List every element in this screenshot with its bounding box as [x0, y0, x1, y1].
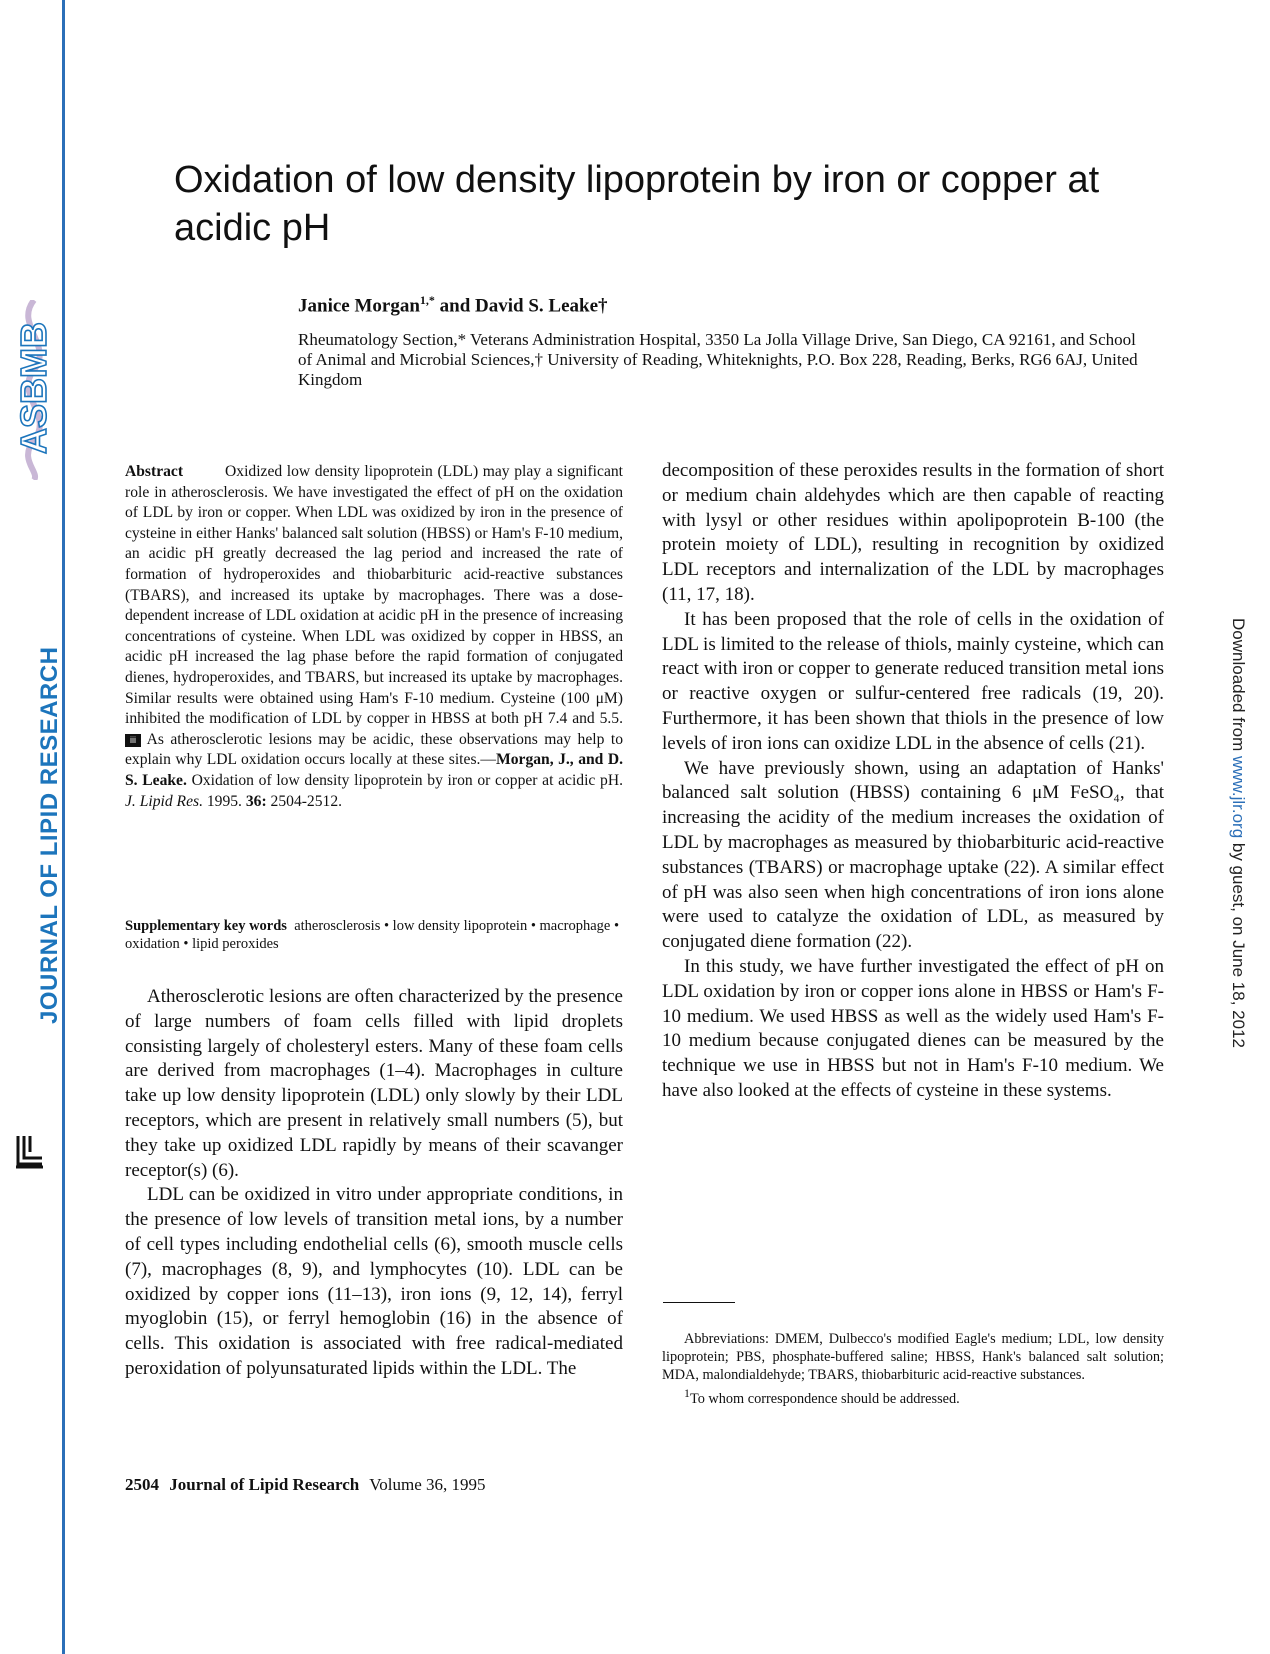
body-paragraph: In this study, we have further investigated the effect of pH on LDL oxidation by iron or copper ions alone in HBSS or Ham's F-10 medium. We used HBSS as well as the widely used Ham's F-10 medium because conjugated dienes can be measured by the technique we use in HBSS but not in Ham's F-10 medium. We have also looked at the effects of cysteine in these systems. — [662, 955, 1164, 1101]
footnotes — [662, 1330, 1164, 1408]
body-left-column — [125, 985, 623, 1382]
citation-journal: J. Lipid Res. — [125, 792, 203, 810]
citation-title: Oxidation of low density lipoprotein by iron or copper at acidic pH. — [186, 771, 623, 789]
body-paragraph: It has been proposed that the role of cells in the oxidation of LDL is limited to the release of thiols, mainly cysteine, which can react with iron or copper to generate reduced transition metal ions or reactive oxygen or sulfur-centered free radicals (19, 20). Furthermore, it has been shown that thiols in the presence of low levels of iron ions can oxidize LDL in the absence of cells (21). — [662, 608, 1164, 754]
asbmb-brand-text: ASBMB — [13, 322, 54, 454]
body-paragraph: Atherosclerotic lesions are often characterized by the presence of large numbers of foam cells filled with lipid droplets consisting largely of cholesteryl esters. Many of these foam cells are derived from macrophages (1–4). Macrophages in culture take up low density lipoprotein (LDL) only slowly by their LDL receptors, which are present in relatively small numbers (5), but they take up oxidized LDL rapidly by means of their scavanger receptor(s) (6). — [125, 986, 623, 1181]
footer-volume: Volume 36, 1995 — [369, 1475, 486, 1494]
page-footer — [125, 1475, 486, 1495]
footnote-divider — [663, 1302, 735, 1303]
abstract-text-a: Oxidized low density lipoprotein (LDL) may play a significant role in atherosclerosis. We have investigated the effect of pH on the oxidation of LDL by iron or copper. When LDL was oxidized by iron in the presence of cysteine in either Hanks' balanced salt solution (HBSS) or Ham's F-10 medium, an acidic pH greatly decreased the lag period and increased the rate of formation of hydroperoxides and thiobarbituric acid-reactive substances (TBARS), and increased its uptake by macrophages. There was a dose-dependent increase of LDL oxidation at acidic pH in the presence of increasing concentrations of cysteine. When LDL was oxidized by copper in HBSS, an acidic pH increased the lag phase before the rapid formation of conjugated dienes, hydroperoxides, and TBARS, but increased its uptake by macrophages. Similar results were obtained using Ham's F-10 medium. Cysteine (100 μM) inhibited the modification of LDL by copper in HBSS at both pH 7.4 and 5.5. — [125, 463, 623, 728]
download-suffix: by guest, on June 18, 2012 — [1229, 838, 1248, 1048]
article-title: Oxidation of low density lipoprotein by iron or copper at acidic pH — [174, 159, 1100, 249]
abstract-label: Abstract — [125, 463, 184, 480]
page-number: 2504 — [125, 1475, 159, 1494]
footnote-correspondence — [662, 1384, 1164, 1408]
abstract — [125, 462, 623, 812]
author-join: and — [434, 295, 476, 317]
jlr-website-link[interactable]: www.jlr.org — [1229, 755, 1248, 839]
citation-pages: 2504-2512. — [266, 792, 343, 810]
author-line — [298, 293, 608, 317]
jlr-logo-icon — [12, 1132, 46, 1170]
author-1: Janice Morgan — [298, 295, 420, 317]
supplementary-material-icon: iii — [125, 734, 141, 747]
keywords-text: atherosclerosis • low density lipoprotein • macrophage • oxidation • lipid peroxides — [125, 918, 620, 952]
footnote-mark: 1 — [684, 1386, 690, 1400]
footer-journal: Journal of Lipid Research — [169, 1475, 360, 1494]
body-paragraph: LDL can be oxidized in vitro under appropriate conditions, in the presence of low levels of transition metal ions, by a number of cell types including endothelial cells (6), smooth muscle cells (7), macrophages (8, 9), and lymphocytes (10). LDL can be oxidized by copper ions (11–13), iron ions (9, 12, 14), ferryl myoglobin (15), or ferryl hemoglobin (16) in the absence of cells. This oxidation is associated with free radical-mediated peroxidation of polyunsaturated lipids within the LDL. The — [125, 1184, 623, 1379]
author-2: David S. Leake† — [475, 295, 608, 317]
abstract-text-b: As atherosclerotic lesions may be acidic, these observations may help to explain why LDL oxidation occurs locally at these sites.— — [125, 730, 623, 769]
affiliations: Rheumatology Section,* Veterans Administration Hospital, 3350 La Jolla Village Drive, San Diego, CA 92161, and School of Animal and Microbial Sciences,† University of Reading, Whiteknights, P.O. Box 228, Reading, Berks, RG6 6AJ, United Kingdom — [298, 330, 1138, 389]
footnote-correspondence-text: To whom correspondence should be addressed. — [689, 1390, 960, 1407]
body-paragraph: We have previously shown, using an adaptation of Hanks' balanced salt solution (HBSS) containing 6 μM FeSO₄, that increasing the acidity of the medium increases the oxidation of LDL by macrophages as measured by thiobarbituric acid-reactive substances (TBARS) or macrophage uptake (22). A similar effect of pH was also seen when high concentrations of iron ions alone were used to catalyze the oxidation of LDL, as measured by conjugated diene formation (22). — [662, 757, 1164, 953]
asbmb-brand-logo — [10, 300, 58, 480]
keywords — [125, 917, 623, 953]
author-1-marks: 1,* — [419, 293, 435, 307]
download-watermark — [1228, 618, 1248, 1048]
body-right-column — [662, 459, 1164, 1104]
citation-year: 1995. — [202, 792, 246, 810]
citation-volume: 36: — [245, 792, 267, 810]
download-prefix: Downloaded from — [1229, 618, 1248, 756]
footnote-abbreviations: Abbreviations: DMEM, Dulbecco's modified Eagle's medium; LDL, low density lipoprotein; PBS, phosphate-buffered saline; HBSS, Hank's balanced salt solution; MDA, malondialdehyde; TBARS, thiobarbituric acid-reactive substances. — [662, 1331, 1164, 1383]
body-paragraph: decomposition of these peroxides results in the formation of short or medium chain aldehydes which are then capable of reacting with lysyl or other residues within apolipoprotein B-100 (the protein moiety of LDL), resulting in recognition by oxidized LDL receptors and internalization of the LDL by macrophages (11, 17, 18). — [662, 460, 1164, 605]
keywords-label: Supplementary key words — [125, 918, 287, 934]
citation-authors: Morgan, J., and D. S. Leake. — [125, 751, 624, 789]
journal-vertical-label: JOURNAL OF LIPID RESEARCH — [36, 646, 63, 1024]
